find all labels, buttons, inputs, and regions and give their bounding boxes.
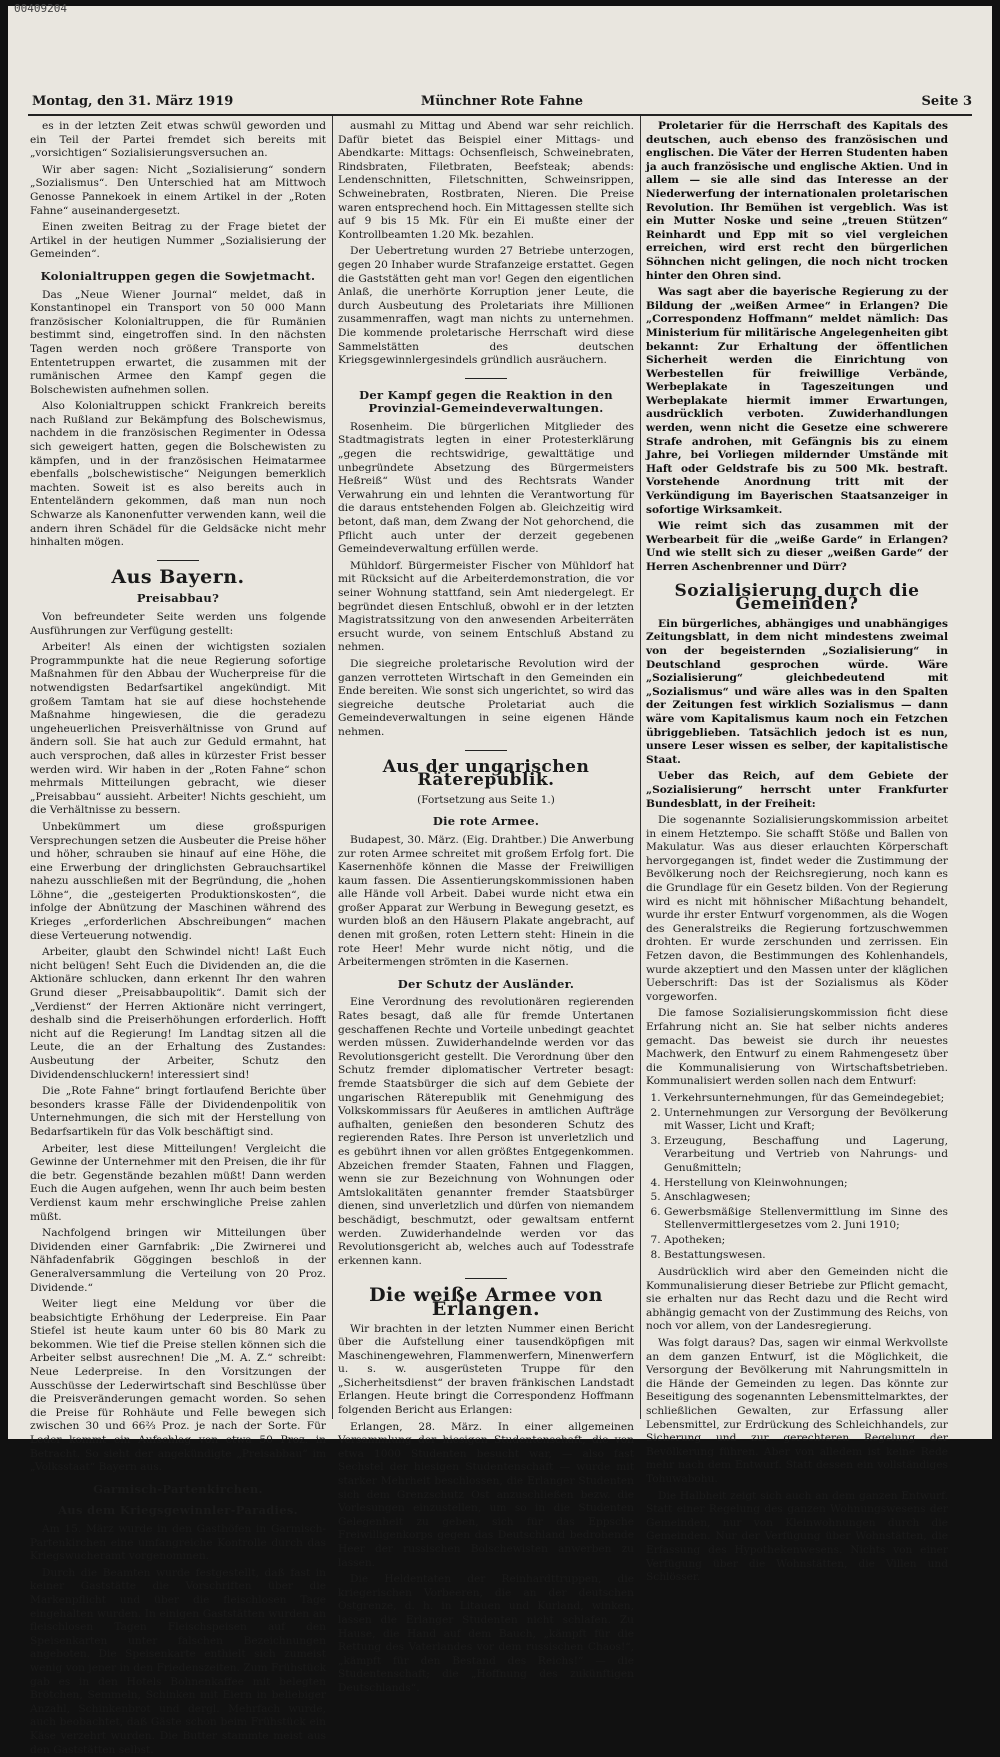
paragraph: Arbeiter, glaubt den Schwindel nicht! Laßt Euch nicht belügen! Seht Euch die Dividenden an, die die Aktionäre schlucken, dann erkennt Ihr den wahren Grund dieser „Preisabbaupolitik“. Damit sich der „Verdienst“ der Herren Aktionäre nicht verringert, deshalb sind die Preiserhöhungen erforderlich. Hofft nicht auf die Regierung! Im Landtag sitzen all die Leute, die an der Erhaltung des Zustandes: Ausbeutung der Arbeiter, Schutz den Dividendenschluckern! interessiert sind! [30,946,326,1081]
issue-date: Montag, den 31. März 1919 [32,94,234,109]
article-heading: Der Schutz der Ausländer. [397,976,575,991]
page-number: Seite 3 [921,94,972,109]
section-heading: Die weiße Armee von Erlangen. [369,1284,603,1320]
paragraph: Nachfolgend bringen wir Mitteilungen über Dividenden einer Garnfabrik: „Die Zwirnerei und Nähfadenfabrik Göggingen beschloß in der Generalversammlung die Verteilung von 20 Proz. Dividende.“ [30,1227,326,1294]
continuation-note: (Fortsetzung aus Seite 1.) [417,793,555,806]
paragraph: Rosenheim. Die bürgerlichen Mitglieder des Stadtmagistrats legten in einer Protesterklärung „gegen die rechtswidrige, gewalttätige und unbegründete Absetzung des Bürgermeisters Heßreiß“ Wüst und des Rechtsrats Wander Verwahrung ein und lehnten die Verantwortung für die daraus entstehenden Folgen ab. Gleichzeitig wird betont, daß man, dem Zwang der Not gehorchend, die Pflicht auch unter der derzeit gegebenen Gemeindeverwaltung erfüllen werde. [338,420,634,556]
list-item: 2. Unternehmungen zur Versorgung der Bevölkerung mit Wasser, Licht und Kraft; [664,1107,948,1134]
paragraph: Durch die Beamten wurde festgestellt, daß fast in keiner Gaststätte die Vorschriften über die Markenpflicht und über die fleischlosen Tage eingehalten wurden. In einigen Gaststätten wurden an fleischlosen Tagen Fleischspeisen auf den Speisenkarten unter falschen Bezeichnungen angeboten. Die Speisenkarte enthielt sich zumeist wenig von jener in den Friedenszeiten. Zum Frühstück gab es in den Hotels Bohnenkaffee mit belegten Brötchen, Semmeln, Schinken mit Eiern in beliebiger Anzahl, Schinkenbrot und dergl. Mehrfach wurde, auch beobachtet, daß Gäste schon beim Frühstück ein Käse verzehrt wurden. Die Butter stammte meist aus den Gaststätten selbst. [30,1566,326,1756]
paragraph: ausmahl zu Mittag und Abend war sehr reichlich. Dafür bietet das Beispiel einer Mittags- und Abendkarte: Mittags: Ochsenfleisch, Schweinebraten, Rindsbraten, Filetbraten, Beefsteak; abends: Lendenschnitten, Filetschnitten, Schweinsrippen, Schweinebraten, Rostbraten, Nieren. Die Preise waren entsprechend hoch. Ein Mittagessen stellte sich auf 9 bis 15 Mk. Für ein Ei mußte einer der Kontrollbeamten 1.20 Mk. bezahlen. [338,120,634,241]
column-3 [646,120,948,1584]
paragraph: Der Uebertretung wurden 27 Betriebe unterzogen, gegen 20 Inhaber wurde Strafanzeige erstattet. Gegen die Gaststätten geht man vor! Gegen den eigentlichen Anlaß, die unerhörte Korruption jener Leute, die durch Ausbeutung des Proletariats ihre Millionen zusammenraffen, wagt man nichts zu unternehmen. Die kommende proletarische Herrschaft wird diese Sammelstätten des deutschen Kriegsgewinnlergesindels gründlich ausräuchern. [338,245,634,367]
paragraph: Also Kolonialtruppen schickt Frankreich bereits nach Rußland zur Bekämpfung des Bolschewismus, nachdem in die französischen Regimenter in Odessa sich geweigert hatten, gegen die Bolschewisten zu kämpfen, und in der französischen Heimatarmee ebenfalls „bolschewistische“ Neigungen bemerklich machten. Soweit ist es also bereits auch in Ententeländern gekommen, daß man nun noch Schwarze als Kanonenfutter verwenden kann, weil die andern ihren Schädel für die Geldsäcke nicht mehr hinhalten mögen. [30,400,326,549]
paragraph: Mühldorf. Bürgermeister Fischer von Mühldorf hat mit Rücksicht auf die Arbeiterdemonstration, die vor seiner Wohnung stattfand, sein Amt niedergelegt. Er begründet diesen Entschluß, obwohl er in der letzten Magistratssitzung von den anwesenden Arbeiterräten ersucht wurde, von seinem Entschluß Abstand zu nehmen. [338,559,634,654]
paragraph: Was folgt daraus? Das, sagen wir einmal Werkvollste an dem ganzen Entwurf, ist die Möglichkeit, die Versorgung der Bevölkerung mit Nahrungsmitteln in die Hände der Gemeinden zu legen. Das könnte zur Beseitigung des sogenannten Lebensmittelmarktes, der schließlichen Gewalten, zur Erfassung aller Lebensmittel, zur Erdrückung des Schleichhandels, zur Sicherung und zur gerechteren Regelung der Bevölkerung führen. Aber von alledem ist keine Rede mehr nach dem Entwurf. Statt dessen ein vollständiges Tohuwabohu. [646,1337,948,1485]
paragraph: Einen zweiten Beitrag zu der Frage bietet der Artikel in der heutigen Nummer „Sozialisierung der Gemeinden“. [30,221,326,261]
list-item: 5. Anschlagwesen; [664,1191,948,1205]
section-divider [465,1278,507,1279]
article-heading: Kolonialtruppen gegen die Sowjetmacht. [40,268,316,283]
column-1 [30,120,326,1756]
article-heading: Garmisch-Partenkirchen. [93,1481,263,1496]
section-divider [465,750,507,751]
paragraph: es in der letzten Zeit etwas schwül geworden und ein Teil der Partei fremdet sich bereits mit „vorsichtigen“ Sozialisierungsversuchen an. [30,120,326,160]
archive-stamp: 00409204 [14,2,67,15]
paragraph: Proletarier für die Herrschaft des Kapitals des deutschen, auch ebenso des französischen und englischen. Die Väter der Herren Studenten haben ja auch französische und englische Aktien. Und in allem — sie alle sind das Interesse an der Niederwerfung der internationalen proletarischen Revolution. Ihr Bemühen ist vergeblich. Was ist ein Mutter Noske und seine „treuen Stützen“ Reinhardt und Epp mit so viel vergleichen erreichen, wird erst recht den bürgerlichen Söhnchen nicht gelingen, die noch nicht trocken hinter den Ohren sind. [646,120,948,282]
article-subheading: Aus dem Kriegsgewinnler-Paradies. [58,1503,298,1518]
article-heading: Die rote Armee. [432,814,540,829]
paragraph: Erlangen, 28. März. In einer allgemeinen Versammlung der hiesigen Studentenschaft, die von etwa 1000 Studenten besucht war, — also fast Sechstel der hiesigen Studentenschaft — wurde mit starker Mehrheit beschlossen, die Erlanger Studenten sich dem Grenzschutz Ost anzuschließen bezw. die Vorlesungen einzustellen, um so in die Studenten Gelegenheit zu geben, sich für das Eppsche Freiwilligenkorps gegen das Deutschland bedrohende Heer der russischen Bolschewisten anwerben zu lassen. [338,1420,634,1569]
paragraph: Wir aber sagen: Nicht „Sozialisierung“ sondern „Sozialismus“. Den Unterschied hat am Mittwoch Genosse Pannekoek in einem Artikel in der „Roten Fahne“ auseinandergesetzt. [30,163,326,217]
paragraph: Das „Neue Wiener Journal“ meldet, daß in Konstantinopel ein Transport von 50 000 Mann französischer Kolonialtruppen, die für Rumänien bestimmt sind, eingetroffen sind. In den nächsten Tagen werden noch größere Transporte von Ententetruppen erwartet, die zusammen mit der rumänischen Armee den Kampf gegen die Bolschewisten aufnehmen sollen. [30,288,326,396]
paragraph: Ein bürgerliches, abhängiges und unabhängiges Zeitungsblatt, in dem nicht mindestens zweimal von der begeisternden „Sozialisierung“ in Deutschland gesprochen würde. Wäre „Sozialisierung“ gleichbedeutend mit „Sozialismus“ und wäre alles was in den Spalten der Zeitungen fest wirklich Sozialismus — dann wäre vom Kapitalismus kaum noch ein Fetzchen übriggeblieben. Tatsächlich jedoch ist es nun, unsere Leser wissen es selber, der kapitalistische Staat. [646,617,948,766]
paragraph: Eine Verordnung des revolutionären regierenden Rates besagt, daß alle für fremde Untertanen geschaffenen Rechte und Vorteile unbedingt geachtet werden müssen. Zuwiderhandelnde werden vor das Revolutionsgericht gestellt. Die Verordnung über den Schutz fremder diplomatischer Vertreter besagt: fremde Staatsbürger die sich auf dem Gebiete der ungarischen Räterepublik mit Genehmigung des Volkskommissars für Aeußeres in amtlichen Aufträge aufhalten, genießen den besonderen Schutz des regierenden Rates. Ihre Person ist unverletzlich und es gebührt ihnen vor allen größtes Entgegenkommen. Abzeichen fremder Staaten, Fahnen und Flaggen, wenn sie zur Bezeichnung von Wohnungen oder Amtslokalitäten genannter fremder Staatsbürger dienen, sind unverletzlich und dürfen von niemandem beschädigt, beschmutzt, oder gewaltsam entfernt werden. Zuwiderhandelnde werden vor das Revolutionsgericht ab, welches auch auf Todesstrafe erkennen kann. [338,996,634,1267]
paragraph: Die sogenannte Sozialisierungskommission arbeitet in einem Hetztempo. Sie schafft Stöße und Ballen von Makulatur. Was aus dieser erlauchten Körperschaft hervorgegangen ist, findet weder die Zustimmung der Bevölkerung noch der Reichsregierung, noch kann es die Grundlage für ein Gesetz bilden. Von der Regierung wird es nicht mit höhnischer Mißachtung behandelt, wurde ihr erster Entwurf vorgenommen, als die Wogen des Generalstreiks die Regierung fortzuschwemmen drohten. Er wurde zerschunden und zerrissen. Ein Fetzen davon, die Bestimmungen des Kohlenhandels, wurde akzeptiert und den Massen unter der kläglichen Ueberschrift: Das ist der Sozialismus als Köder vorgeworfen. [646,814,948,1003]
paragraph: Die Heldentaten der Reinhardttruppen, die kriegerischen Vorbeeren, die an der deutschen Ostgrenze, d. h. in Litauen und Kurland, winken, lassen die Erlanger Studenten nicht schlafen. Zu Hause, die Hand auf dem Bauch, „kämpft für die Rettung des Vaterlandes vor dem russischen Chaos!“, „kämpft für den Bestand des Reichs!“ — die Studentenschaft; die „Hoffnung des zukünftigen Deutschlands“. [338,1573,634,1694]
paragraph: Arbeiter! Als einen der wichtigsten sozialen Programmpunkte hat die neue Regierung sofortige Maßnahmen für den Abbau der Wucherpreise für die notwendigsten Bedarfsartikel angekündigt. Mit großem Tamtam hat sie auf diese hochstehende Maßnahme hingewiesen, die die geradezu ungeheuerlichen Preisverhältnisse von Grund auf ändern soll. Sie hat auch zur Geduld ermahnt, hat auch versprochen, daß alles in kürzester Frist besser werden wird. Wir haben in der „Roten Fahne“ schon mehrmals Mitteilungen gebracht, wie dieser „Preisabbau“ aussieht. Arbeiter! Nichts geschieht, um die Verhältnisse zu bessern. [30,641,326,817]
paragraph: Ueber das Reich, auf dem Gebiete der „Sozialisierung“ herrscht unter Frankfurter Bundesblatt, in der Freiheit: [646,770,948,810]
paragraph: Von befreundeter Seite werden uns folgende Ausführungen zur Verfügung gestellt: [30,611,326,637]
paragraph: Wie reimt sich das zusammen mit der Werbearbeit für die „weiße Garde“ in Erlangen? Und wie stellt sich zu dieser „weißen Garde“ der Herren Aschenbrenner und Dürr? [646,520,948,573]
list-item: 1. Verkehrsunternehmungen, für das Gemeindegebiet; [664,1092,948,1106]
section-heading: Aus der ungarischen Räterepublik. [382,756,590,791]
paragraph: Was sagt aber die bayerische Regierung zu der Bildung der „weißen Armee“ in Erlangen? Die „Correspondenz Hoffmann“ meldet nämlich: Das Ministerium für militärische Angelegenheiten gibt bekannt: Zur Erhaltung der öffentlichen Sicherheit werden die Einrichtung von Werbestellen für freiwillige Verbände, Werbeplakate in Tageszeitungen und Werbeplakate hiermit immer Erwartungen, ausdrücklich verboten. Zuwiderhandlungen werden, wenn nicht die Gesetze eine schwerere Strafe androhen, mit Gefängnis bis zu einem Jahre, bei Vorliegen mildernder Umstände mit Haft oder Geldstrafe bis zu 500 Mk. bestraft. Vorstehende Anordnung tritt mit der Verkündigung im Bayerischen Staatsanzeiger in sofortige Wirksamkeit. [646,286,948,516]
paragraph: Budapest, 30. März. (Eig. Drahtber.) Die Anwerbung zur roten Armee schreitet mit großem Erfolg fort. Die Kasernenhöfe können die Masse der Freiwilligen kaum fassen. Die Assentierungskommissionen haben alle Hände voll Arbeit. Dabei wurde nicht etwa ein großer Apparat zur Werbung in Bewegung gesetzt, es wurden bloß an den Häusern Plakate angebracht, auf denen mit großen, roten Lettern steht: Hinein in die rote Heer! Mehr wurde nicht nötig, und die Arbeitermengen strömten in die Kasernen. [338,833,634,969]
paragraph: Die „Rote Fahne“ bringt fortlaufend Berichte über besonders krasse Fälle der Dividendenpolitik von Unternehmungen, die sich mit der Herstellung von Bedarfsartikeln für das Volk beschäftigt sind. [30,1085,326,1138]
article-heading: Preisabbau? [136,591,220,606]
paragraph: Die famose Sozialisierungskommission ficht diese Erfahrung nicht an. Sie hat selber nichts anderes gemacht. Das beweist sie durch ihr neuestes Machwerk, den Entwurf zu einem Rahmengesetz über die Kommunalisierung von Wirtschaftsbetrieben. Kommunalisiert werden sollen nach dem Entwurf: [646,1007,948,1088]
column-divider [332,116,333,1419]
paragraph: Weiter liegt eine Meldung vor über die beabsichtigte Erhöhung der Lederpreise. Ein Paar Stiefel ist heute kaum unter 60 bis 80 Mark zu bekommen. Wie tief die Preise stellen können sich die Arbeiter selbst ausrechnen! Die „M. A. Z.“ schreibt: Neue Lederpreise. In den Vorsitzungen der Ausschüsse der Lederwirtschaft sind Beschlüsse über die Preisveränderungen gemacht worden. So sehen die Preise für Rohhäute und Felle bewegen sich zwischen 30 und 66⅔ Proz. je nach der Sorte. Für Leder kommt ein Aufschlag von etwa 50 Proz. in Betracht. So sieht der angekündigte „Preisabbau“ im „Volksstaat“ Bayern aus. [30,1298,326,1474]
paragraph: Ausdrücklich wird aber den Gemeinden nicht die Kommunalisierung dieser Betriebe zur Pflicht gemacht, sie erhalten nur das Recht dazu und die Recht wird abhängig gemacht von der Zustimmung des Reichs, von noch vor allem, von der Landesregierung. [646,1266,948,1333]
column-2 [338,120,634,1694]
header-rule [28,114,972,116]
paragraph: Die Halbheit zeigt sich auch an dem ganzen Entwurf. Statt einer Regelung des ganzen Wohnungswesens der Gemeinden, nur von Kleinwohnungen durch die Gemeinden. Nur der Verfügung über Wohnstätten, die Erfassung des Hypothekenwesens. Nichts von einer Verfügung über die Wohnstätten, die Villen und Schlösser. [646,1489,948,1584]
paragraph: Wir brachten in der letzten Nummer einen Bericht über die Aufstellung einer tausendköpfigen mit Maschinengewehren, Flammenwerfern, Minenwerfern u. s. w. ausgerüsteten Truppe für den „Sicherheitsdienst“ der braven fränkischen Landstadt Erlangen. Heute bringt die Correspondenz Hoffmann folgenden Bericht aus Erlangen: [338,1322,634,1417]
page-header [32,94,972,114]
section-divider [157,560,199,561]
column-divider [640,116,641,1419]
paragraph: Unbekümmert um diese großspurigen Versprechungen setzen die Ausbeuter die Preise höher und höher, schrauben sie hinauf auf eine Höhe, die eine Erwerbung der dringlichsten Gebrauchsartikel nahezu ausschließen mit der Begründung, die „hohen Löhne“, die „gesteigerten Produktionskosten“, die infolge der Abnützung der Maschinen während des Krieges „erforderlichen Abschreibungen“ machen diese Verteuerung notwendig. [30,820,326,942]
section-heading: Sozialisierung durch die Gemeinden? [674,580,920,615]
list-item: 8. Bestattungswesen. [664,1249,948,1263]
list-item: 4. Herstellung von Kleinwohnungen; [664,1177,948,1191]
list-item: 3. Erzeugung, Beschaffung und Lagerung, Verarbeitung und Vertrieb von Nahrungs- und Genußmitteln; [664,1135,948,1176]
paragraph: Arbeiter, lest diese Mitteilungen! Vergleicht die Gewinne der Unternehmer mit den Preisen, die ihr für die betr. Gegenstände bezahlen müßt! Dann werden Euch die Augen aufgehen, wenn Ihr auch beim besten Verdienst kaum mehr erschwingliche Preise zahlen müßt. [30,1142,326,1223]
numbered-list [664,1092,948,1262]
newspaper-page [8,2,992,1756]
list-item: 7. Apotheken; [664,1234,948,1248]
paragraph: Die siegreiche proletarische Revolution wird der ganzen verrotteten Wirtschaft in den Gemeinden ein Ende bereiten. Wie sonst sich ungerichtet, so wird das siegreiche deutsche Proletariat auch die Gemeindeverwaltungen in seine eigenen Hände nehmen. [338,657,634,738]
section-divider [465,378,507,379]
list-item: 6. Gewerbsmäßige Stellenvermittlung im Sinne des Stellenvermittlergesetzes vom 2. Juni 1910; [664,1206,948,1233]
paragraph: Am 15. März wurde in den Gasthöfen in Garmisch-Partenkirchen eine umfangreiche Kontrolle durch das Kriegswucheramt vorgenommen. [30,1523,326,1563]
article-heading: Der Kampf gegen die Reaktion in den Provinzial-Gemeindeverwaltungen. [359,387,613,416]
newspaper-title: Münchner Rote Fahne [420,94,584,109]
section-heading: Aus Bayern. [111,565,245,588]
